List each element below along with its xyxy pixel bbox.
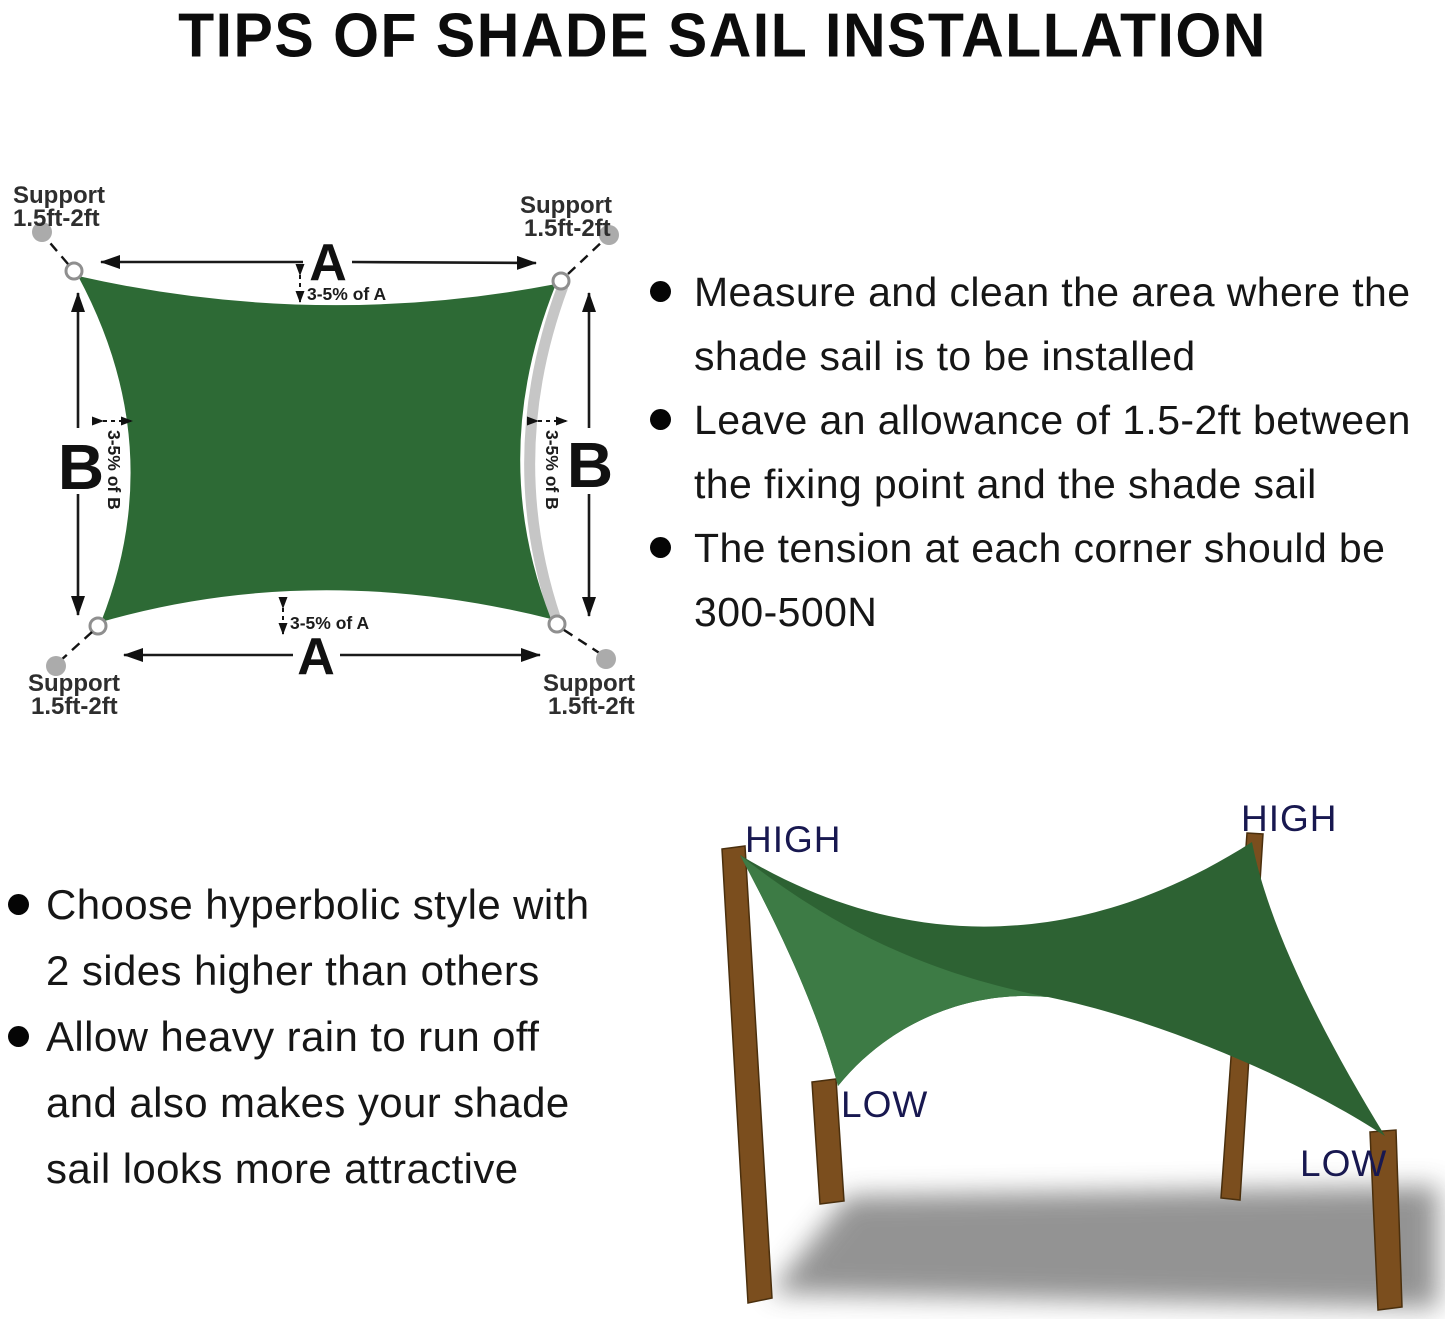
width-label-bottom: A	[297, 628, 335, 686]
bullet-icon	[650, 409, 671, 430]
tip-line: 300-500N	[694, 589, 878, 635]
post-high-left	[722, 846, 772, 1303]
tip-item	[8, 872, 648, 1004]
support-distance-top-left: 1.5ft-2ft	[13, 205, 100, 232]
tip-line: The tension at each corner should be	[694, 525, 1386, 571]
bullet-icon	[650, 281, 671, 302]
tip-line: the fixing point and the shade sail	[694, 461, 1317, 507]
tip-item	[650, 260, 1445, 388]
sag-label-bottom: 3-5% of A	[290, 613, 370, 633]
tip-line: and also makes your shade	[46, 1079, 570, 1126]
support-line-top-right	[568, 239, 605, 274]
height-label-right: B	[566, 429, 614, 501]
width-label-top: A	[309, 234, 347, 292]
sail-panel	[78, 276, 556, 622]
label-low-right: LOW	[1300, 1143, 1388, 1184]
support-anchor-dot-bottom-right	[596, 649, 616, 669]
flat-sail-diagram	[13, 182, 635, 720]
support-distance-top-right: 1.5ft-2ft	[524, 215, 611, 242]
sag-indicator-bottom	[283, 608, 369, 634]
ground-shadow	[770, 1186, 1438, 1308]
corner-ring-bottom-right	[549, 616, 565, 632]
tip-item	[8, 1004, 648, 1202]
tip-line: Measure and clean the area where the	[694, 269, 1411, 315]
bullet-icon	[8, 1026, 29, 1047]
support-distance-bottom-left: 1.5ft-2ft	[31, 693, 118, 720]
corner-ring-top-right	[553, 273, 569, 289]
tip-line: sail looks more attractive	[46, 1145, 519, 1192]
support-label-bottom-right: Support	[543, 670, 635, 697]
corner-ring-bottom-left	[90, 618, 106, 634]
label-high-right: HIGH	[1241, 798, 1338, 839]
support-label-bottom-left: Support	[28, 670, 120, 697]
bullet-icon	[8, 894, 29, 915]
post-low-left	[812, 1079, 844, 1204]
tip-line: Choose hyperbolic style with	[46, 881, 590, 928]
support-line-bottom-left	[60, 632, 92, 661]
sag-label-top: 3-5% of A	[307, 284, 387, 304]
dim-arrow-height-right	[567, 293, 613, 616]
sag-indicator-left	[103, 421, 132, 510]
support-line-top-left	[45, 237, 68, 264]
sag-label-left: 3-5% of B	[104, 430, 124, 510]
support-label-top-right: Support	[520, 192, 612, 219]
height-label-left: B	[57, 431, 105, 503]
style-tips-list	[8, 872, 648, 1202]
support-line-bottom-right	[564, 630, 601, 654]
tip-item	[650, 516, 1445, 644]
dim-arrow-width-bottom	[124, 628, 540, 686]
dim-arrow-height-left	[58, 293, 104, 615]
support-distance-bottom-right: 1.5ft-2ft	[548, 693, 635, 720]
tip-line: Allow heavy rain to run off	[46, 1013, 540, 1060]
tip-line: Leave an allowance of 1.5-2ft between	[694, 397, 1411, 443]
tip-line: 2 sides higher than others	[46, 947, 540, 994]
page-title: TIPS OF SHADE SAIL INSTALLATION	[178, 1, 1267, 71]
tip-line: shade sail is to be installed	[694, 333, 1196, 379]
label-high-left: HIGH	[745, 819, 842, 860]
sag-label-right: 3-5% of B	[542, 430, 562, 510]
installation-tips-list	[650, 260, 1445, 644]
support-label-top-left: Support	[13, 182, 105, 209]
sag-indicator-right	[538, 421, 567, 510]
label-low-left: LOW	[841, 1084, 929, 1125]
hyperbolic-sail-illustration	[722, 798, 1438, 1310]
corner-ring-top-left	[66, 263, 82, 279]
tip-item	[650, 388, 1445, 516]
bullet-icon	[650, 537, 671, 558]
